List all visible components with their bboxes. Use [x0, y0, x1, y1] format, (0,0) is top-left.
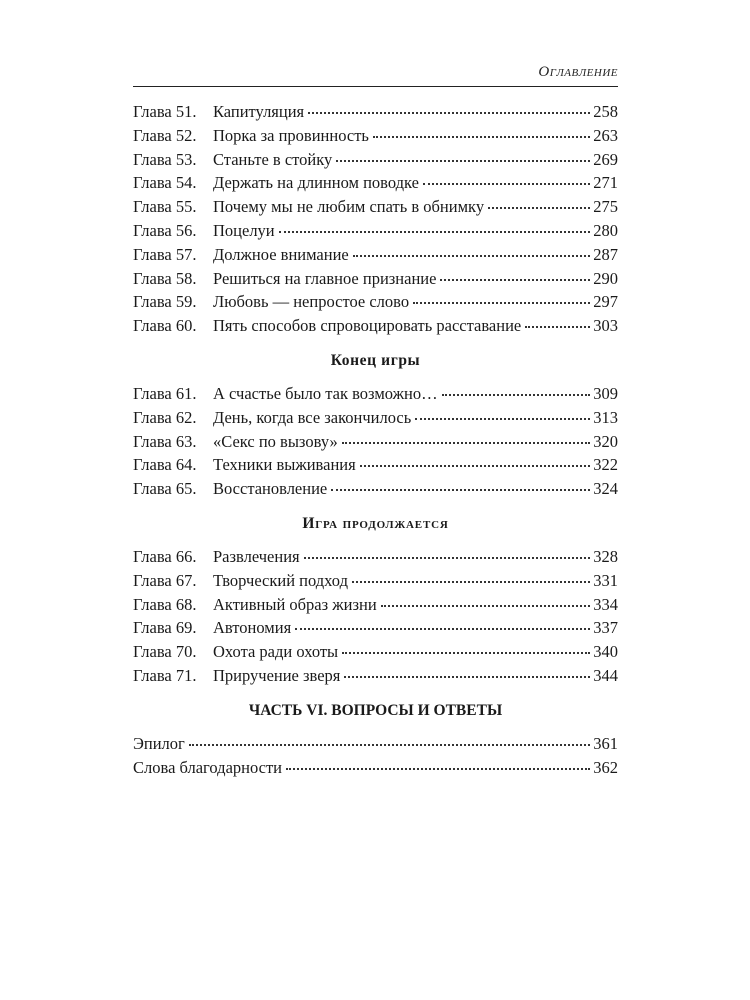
page-number: 322 — [593, 455, 618, 475]
dot-leader — [286, 767, 590, 770]
toc-entry[interactable] — [133, 124, 618, 148]
dot-leader — [440, 278, 590, 281]
page-number: 290 — [593, 268, 618, 288]
part-heading-part-6: ЧАСТЬ VI. ВОПРОСЫ И ОТВЕТЫ — [248, 701, 503, 719]
chapter-title: Решиться на главное признание — [213, 268, 437, 288]
page-number: 287 — [593, 244, 618, 264]
chapter-title: Эпилог — [133, 733, 185, 753]
chapter-title: Порка за провинность — [213, 125, 369, 145]
chapter-title: Должное внимание — [213, 244, 349, 264]
running-head: Оглавление — [538, 64, 618, 80]
page-number: 337 — [593, 618, 618, 638]
toc-entry[interactable] — [133, 616, 618, 640]
chapter-number: Глава 62. — [133, 407, 197, 427]
dot-leader — [488, 206, 590, 209]
chapter-title: Техники выживания — [213, 455, 356, 475]
page-number: 344 — [593, 665, 618, 685]
chapter-title: Почему мы не любим спать в обнимку — [213, 197, 485, 217]
dot-leader — [381, 604, 591, 607]
toc-entry[interactable] — [133, 314, 618, 338]
toc-entry[interactable] — [133, 732, 618, 756]
toc-entry[interactable] — [133, 640, 618, 664]
toc-entry[interactable] — [133, 195, 618, 219]
header-rule — [133, 86, 618, 87]
chapter-number: Глава 61. — [133, 383, 197, 403]
dot-leader — [344, 675, 590, 678]
page-number: 309 — [593, 383, 618, 403]
toc-entry[interactable] — [133, 219, 618, 243]
chapter-title: «Секс по вызову» — [213, 431, 338, 451]
page-number: 263 — [593, 125, 618, 145]
chapter-number: Глава 63. — [133, 431, 197, 451]
toc-entry[interactable] — [133, 100, 618, 124]
page-number: 334 — [593, 594, 618, 614]
page-number: 269 — [593, 149, 618, 169]
dot-leader — [415, 417, 590, 420]
chapter-title: Активный образ жизни — [213, 594, 377, 614]
chapter-title: Приручение зверя — [213, 665, 341, 685]
page-number: 331 — [593, 570, 618, 590]
page-number: 258 — [593, 102, 618, 121]
page-number: 320 — [593, 431, 618, 451]
chapter-title: Восстановление — [213, 479, 328, 499]
dot-leader — [342, 441, 591, 444]
chapter-number: Глава 59. — [133, 292, 197, 312]
dot-leader — [304, 556, 591, 559]
page-number: 303 — [593, 316, 618, 336]
chapter-number: Глава 69. — [133, 618, 197, 638]
page-number: 271 — [593, 173, 618, 193]
toc-entry[interactable] — [133, 664, 618, 688]
toc-group-1 — [133, 100, 618, 338]
chapter-title: День, когда все закончилось — [213, 407, 412, 427]
toc-entry[interactable] — [133, 243, 618, 267]
dot-leader — [413, 301, 590, 304]
toc-entry[interactable] — [133, 477, 618, 501]
page-number: 340 — [593, 642, 618, 662]
chapter-number: Глава 51. — [133, 102, 197, 121]
dot-leader — [423, 182, 590, 185]
dot-leader — [295, 627, 590, 630]
toc-entry[interactable] — [133, 171, 618, 195]
section-heading-game-continues: Игра продолжается — [302, 514, 449, 532]
toc-entry[interactable] — [133, 569, 618, 593]
toc-group-3 — [133, 545, 618, 688]
chapter-title: А счастье было так возможно… — [213, 383, 438, 403]
dot-leader — [308, 111, 590, 114]
toc-entry[interactable] — [133, 406, 618, 430]
chapter-title: Держать на длинном поводке — [213, 173, 419, 193]
chapter-number: Глава 56. — [133, 220, 197, 240]
dot-leader — [525, 325, 590, 328]
page-number: 297 — [593, 292, 618, 312]
chapter-title: Капитуляция — [213, 102, 305, 121]
toc-entry[interactable] — [133, 593, 618, 617]
dot-leader — [189, 743, 590, 746]
chapter-number: Глава 65. — [133, 479, 197, 499]
toc-group-4 — [133, 732, 618, 780]
chapter-number: Глава 58. — [133, 268, 197, 288]
page-number: 275 — [593, 197, 618, 217]
chapter-title: Пять способов спровоцировать расставание — [213, 316, 522, 336]
page-number: 313 — [593, 407, 618, 427]
chapter-number: Глава 53. — [133, 149, 197, 169]
page-number: 361 — [593, 733, 618, 753]
toc-entry[interactable] — [133, 148, 618, 172]
chapter-title: Слова благодарности — [133, 757, 283, 777]
chapter-title: Охота ради охоты — [213, 642, 339, 662]
chapter-number: Глава 54. — [133, 173, 197, 193]
dot-leader — [342, 651, 590, 654]
chapter-number: Глава 64. — [133, 455, 197, 475]
dot-leader — [336, 159, 590, 162]
dot-leader — [352, 580, 590, 583]
chapter-title: Станьте в стойку — [213, 149, 333, 169]
toc-entry[interactable] — [133, 290, 618, 314]
table-of-contents — [133, 100, 618, 779]
toc-entry[interactable] — [133, 756, 618, 780]
chapter-number: Глава 68. — [133, 594, 197, 614]
chapter-number: Глава 60. — [133, 316, 197, 336]
chapter-title: Автономия — [213, 618, 292, 638]
toc-entry[interactable] — [133, 545, 618, 569]
chapter-number: Глава 71. — [133, 665, 197, 685]
chapter-title: Творческий подход — [213, 570, 348, 590]
toc-entry[interactable] — [133, 382, 618, 406]
page-number: 328 — [593, 546, 618, 566]
chapter-number: Глава 55. — [133, 197, 197, 217]
dot-leader — [279, 230, 591, 233]
page-number: 280 — [593, 220, 618, 240]
chapter-title: Любовь — непростое слово — [213, 292, 410, 312]
toc-group-2 — [133, 382, 618, 501]
toc-entry[interactable] — [133, 430, 618, 454]
dot-leader — [331, 488, 590, 491]
dot-leader — [373, 135, 590, 138]
chapter-number: Глава 52. — [133, 125, 197, 145]
chapter-number: Глава 67. — [133, 570, 197, 590]
page-number: 324 — [593, 479, 618, 499]
page-number: 362 — [593, 757, 618, 777]
chapter-number: Глава 66. — [133, 546, 197, 566]
dot-leader — [353, 254, 591, 257]
toc-entry[interactable] — [133, 453, 618, 477]
section-heading-end-of-game: Конец игры — [330, 351, 421, 369]
dot-leader — [360, 464, 591, 467]
chapter-number: Глава 70. — [133, 642, 197, 662]
chapter-title: Развлечения — [213, 546, 300, 566]
dot-leader — [442, 393, 591, 396]
chapter-title: Поцелуи — [213, 220, 275, 240]
toc-entry[interactable] — [133, 267, 618, 291]
chapter-number: Глава 57. — [133, 244, 197, 264]
